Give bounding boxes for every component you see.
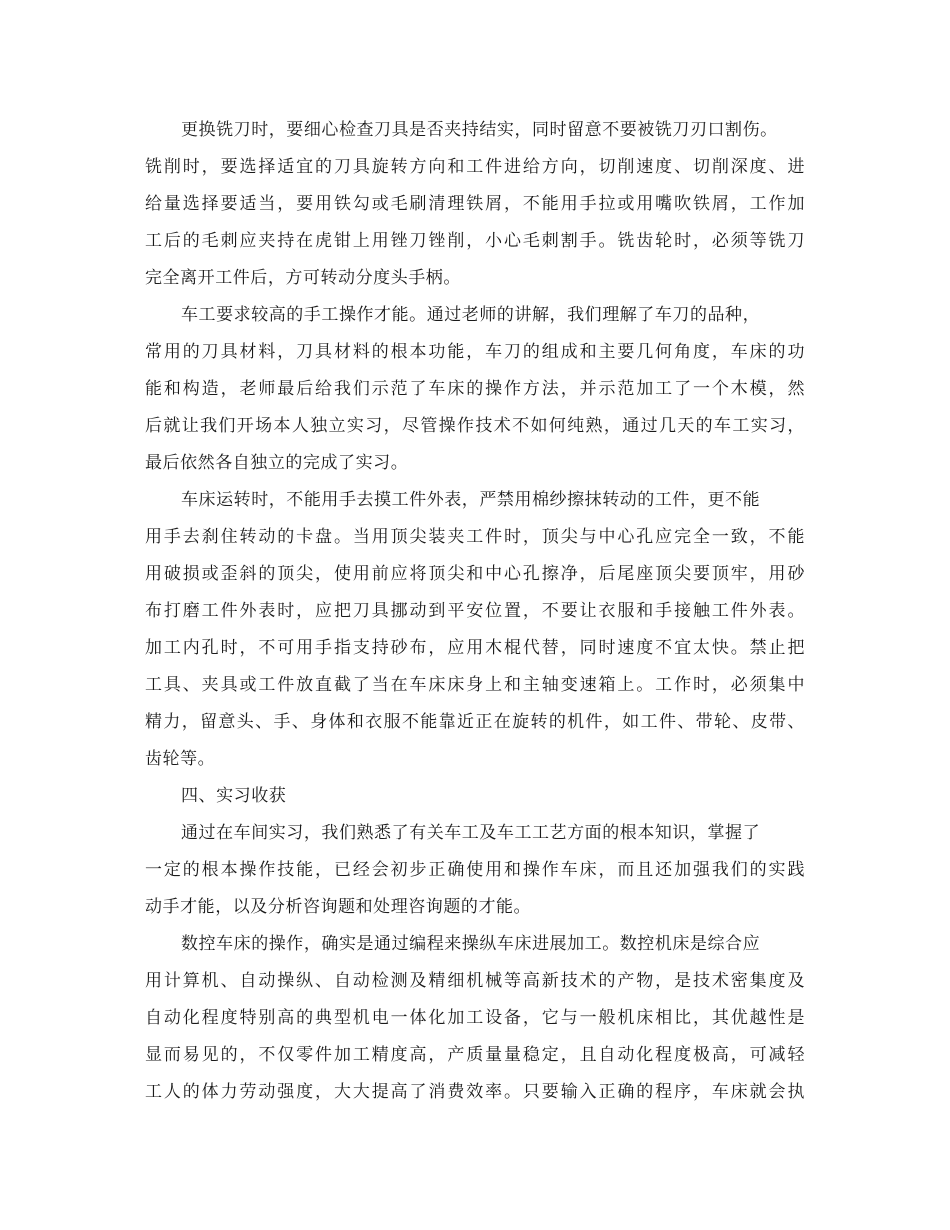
paragraph-line: 通过在车间实习，我们熟悉了有关车工及车工工艺方面的根本知识，掌握了 xyxy=(181,823,761,843)
paragraph-line: 完全离开工件后，方可转动分度头手柄。 xyxy=(145,268,461,288)
paragraph-line: 工后的毛刺应夹持在虎钳上用锉刀锉削，小心毛刺割手。铣齿轮时，必须等铣刀 xyxy=(145,231,805,251)
paragraph-line: 用手去刹住转动的卡盘。当用顶尖装夹工件时，顶尖与中心孔应完全一致，不能 xyxy=(145,527,805,547)
paragraph-line: 布打磨工件外表时，应把刀具挪动到平安位置，不要让衣服和手接触工件外表。 xyxy=(145,601,805,621)
paragraph-line: 更换铣刀时，要细心检查刀具是否夹持结实，同时留意不要被铣刀刃口割伤。 xyxy=(181,120,778,140)
paragraph-line: 加工内孔时，不可用手指支持砂布，应用木棍代替，同时速度不宜太快。禁止把 xyxy=(145,638,805,658)
paragraph-line: 数控车床的操作，确实是通过编程来操纵车床进展加工。数控机床是综合应 xyxy=(181,934,761,954)
paragraph-line: 自动化程度特别高的典型机电一体化加工设备，它与一般机床相比，其优越性是 xyxy=(145,1008,805,1028)
paragraph-line: 车床运转时，不能用手去摸工件外表，严禁用棉纱擦抹转动的工件，更不能 xyxy=(181,490,761,510)
paragraph-line: 后就让我们开场本人独立实习，尽管操作技术不如何纯熟，通过几天的车工实习， xyxy=(145,416,805,436)
paragraph-line: 显而易见的，不仅零件加工精度高，产质量量稳定，且自动化程度极高，可减轻 xyxy=(145,1045,805,1065)
paragraph-line: 齿轮等。 xyxy=(145,749,216,769)
paragraph-line: 最后依然各自独立的完成了实习。 xyxy=(145,453,409,473)
paragraph-line: 一定的根本操作技能，已经会初步正确使用和操作车床，而且还加强我们的实践 xyxy=(145,860,805,880)
paragraph-line: 动手才能，以及分析咨询题和处理咨询题的才能。 xyxy=(145,897,532,917)
paragraph-line: 车工要求较高的手工操作才能。通过老师的讲解，我们理解了车刀的品种， xyxy=(181,305,761,325)
paragraph-line: 工人的体力劳动强度，大大提高了消费效率。只要输入正确的程序，车床就会执 xyxy=(145,1082,805,1102)
paragraph-line: 工具、夹具或工件放直截了当在车床床身上和主轴变速箱上。工作时，必须集中 xyxy=(145,675,805,695)
paragraph-line: 用破损或歪斜的顶尖，使用前应将顶尖和中心孔擦净，后尾座顶尖要顶牢，用砂 xyxy=(145,564,805,584)
paragraph-line: 精力，留意头、手、身体和衣服不能靠近正在旋转的机件，如工件、带轮、皮带、 xyxy=(145,712,805,732)
paragraph-line: 用计算机、自动操纵、自动检测及精细机械等高新技术的产物，是技术密集度及 xyxy=(145,971,805,991)
paragraph-line: 给量选择要适当，要用铁勾或毛刷清理铁屑，不能用手拉或用嘴吹铁屑，工作加 xyxy=(145,194,805,214)
paragraph-line: 常用的刀具材料，刀具材料的根本功能，车刀的组成和主要几何角度，车床的功 xyxy=(145,342,805,362)
paragraph-line: 铣削时，要选择适宜的刀具旋转方向和工件进给方向，切削速度、切削深度、进 xyxy=(145,157,805,177)
section-heading: 四、实习收获 xyxy=(181,786,287,806)
paragraph-line: 能和构造，老师最后给我们示范了车床的操作方法，并示范加工了一个木模，然 xyxy=(145,379,805,399)
